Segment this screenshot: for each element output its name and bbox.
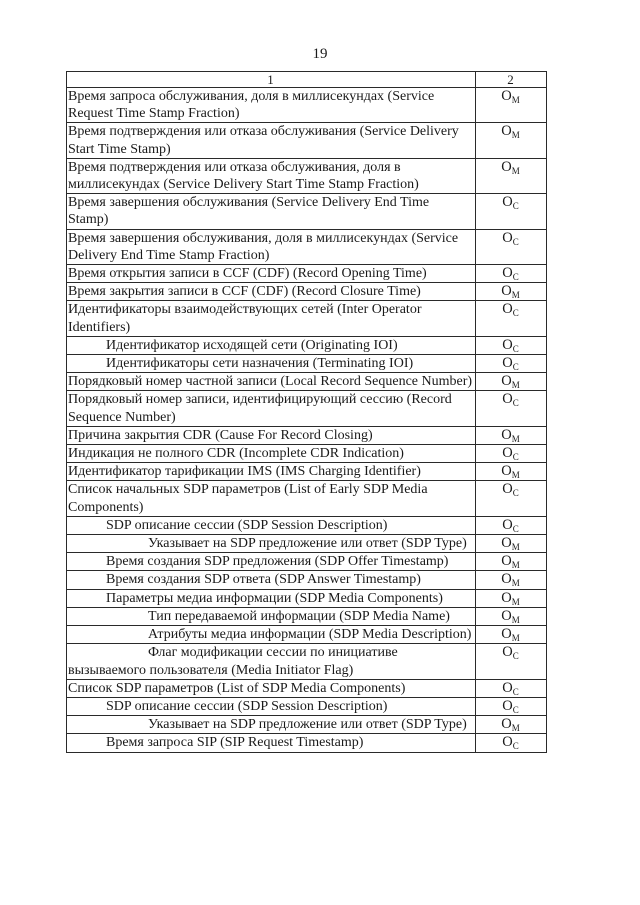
table-row <box>67 571 547 589</box>
category-letter: O <box>501 88 512 104</box>
category-cell <box>476 336 547 354</box>
category-subscript: M <box>511 95 520 105</box>
category-cell <box>476 373 547 391</box>
category-letter: O <box>501 716 512 733</box>
category-cell <box>476 481 547 516</box>
table-row <box>67 355 547 373</box>
parameter-name-cell: Указывает на SDP предложение или ответ (SDP Type) <box>67 716 476 734</box>
category-cell <box>476 607 547 625</box>
category-letter: O <box>502 355 513 372</box>
table-row <box>67 194 547 229</box>
table-row <box>67 679 547 697</box>
table-row <box>67 445 547 463</box>
category-subscript: C <box>512 452 519 463</box>
parameter-name-cell: SDP описание сессии (SDP Session Description) <box>67 697 476 715</box>
table-row <box>67 716 547 734</box>
category-cell <box>476 426 547 444</box>
category-subscript: M <box>511 723 520 734</box>
category-subscript: M <box>511 380 520 391</box>
category-cell <box>476 679 547 697</box>
category-cell <box>476 355 547 373</box>
category-subscript: M <box>511 578 520 589</box>
parameter-name-cell: Идентификаторы сети назначения (Terminating IOI) <box>67 355 476 373</box>
category-cell <box>476 716 547 734</box>
category-letter: O <box>501 589 512 606</box>
category-subscript: C <box>512 201 519 212</box>
category-letter: O <box>502 229 513 246</box>
category-cell <box>476 535 547 553</box>
category-cell <box>476 626 547 644</box>
category-subscript: C <box>512 651 519 662</box>
table-row <box>67 697 547 715</box>
parameter-name-cell: Время завершения обслуживания, доля в миллисекундах (Service Delivery End Time Stamp Fraction) <box>67 229 476 264</box>
category-cell <box>476 734 547 752</box>
category-cell <box>476 697 547 715</box>
category-subscript: M <box>511 596 520 607</box>
category-letter: O <box>502 301 513 318</box>
category-letter: O <box>502 194 513 211</box>
category-letter: O <box>501 426 512 443</box>
category-letter: O <box>501 607 512 624</box>
column-header-1: 1 <box>67 72 476 88</box>
parameter-name-cell: Идентификаторы взаимодействующих сетей (Inter Operator Identifiers) <box>67 301 476 336</box>
table-row <box>67 391 547 426</box>
table-row <box>67 283 547 301</box>
category-subscript: C <box>512 398 519 409</box>
table-row <box>67 481 547 516</box>
table-header-row <box>67 72 547 88</box>
parameter-name-cell: Время завершения обслуживания (Service Delivery End Time Stamp) <box>67 194 476 229</box>
parameter-name-cell: Указывает на SDP предложение или ответ (SDP Type) <box>67 535 476 553</box>
table-row <box>67 516 547 534</box>
category-cell <box>476 571 547 589</box>
category-cell <box>476 463 547 481</box>
category-subscript: M <box>511 470 520 481</box>
category-subscript: C <box>512 343 519 354</box>
category-letter: O <box>501 283 512 300</box>
table-row <box>67 626 547 644</box>
table-row <box>67 229 547 264</box>
category-letter: O <box>501 553 512 570</box>
parameter-name-cell: Время создания SDP предложения (SDP Offer Timestamp) <box>67 553 476 571</box>
table-row <box>67 589 547 607</box>
category-subscript: C <box>512 272 519 283</box>
parameter-name-cell: Атрибуты медиа информации (SDP Media Description) <box>67 626 476 644</box>
category-letter: O <box>501 571 512 588</box>
category-letter: O <box>502 644 513 661</box>
category-subscript: M <box>511 165 520 176</box>
page-number: 19 <box>312 46 328 62</box>
category-letter: O <box>502 697 513 714</box>
category-cell <box>476 553 547 571</box>
parameter-name-cell: Порядковый номер частной записи (Local Record Sequence Number) <box>67 373 476 391</box>
category-cell <box>476 88 547 123</box>
category-letter: O <box>501 123 512 140</box>
category-subscript: M <box>511 290 520 301</box>
parameter-name-cell: Индикация не полного CDR (Incomplete CDR Indication) <box>67 445 476 463</box>
category-subscript: M <box>511 433 520 444</box>
parameter-name-cell: Тип передаваемой информации (SDP Media Name) <box>67 607 476 625</box>
category-letter: O <box>501 535 512 552</box>
parameter-name-cell: Время подтверждения или отказа обслуживания (Service Delivery Start Time Stamp) <box>67 123 476 158</box>
category-subscript: C <box>512 308 519 319</box>
category-letter: O <box>502 734 513 751</box>
category-letter: O <box>501 463 512 480</box>
parameter-name-cell: Флаг модификации сессии по инициативе вызываемого пользователя (Media Initiator Flag) <box>67 644 476 679</box>
column-header-2: 2 <box>476 72 547 88</box>
category-cell <box>476 301 547 336</box>
category-cell <box>476 391 547 426</box>
category-cell <box>476 123 547 158</box>
category-subscript: M <box>511 614 520 625</box>
parameter-name-cell: Список начальных SDP параметров (List of Early SDP Media Components) <box>67 481 476 516</box>
parameter-name-cell: Время создания SDP ответа (SDP Answer Timestamp) <box>67 571 476 589</box>
table-row <box>67 123 547 158</box>
category-letter: O <box>502 481 513 498</box>
table-row <box>67 553 547 571</box>
table-row <box>67 644 547 679</box>
category-cell <box>476 283 547 301</box>
parameter-name-cell: Список SDP параметров (List of SDP Media Components) <box>67 679 476 697</box>
category-subscript: C <box>512 362 519 373</box>
parameter-name-cell: Параметры медиа информации (SDP Media Components) <box>67 589 476 607</box>
parameter-name-cell: Время запроса обслуживания, доля в миллисекундах (Service Request Time Stamp Fraction) <box>67 88 476 123</box>
category-cell <box>476 265 547 283</box>
category-cell <box>476 158 547 193</box>
category-subscript: C <box>512 741 519 752</box>
category-cell <box>476 589 547 607</box>
table-row <box>67 607 547 625</box>
category-cell <box>476 644 547 679</box>
table-row <box>67 373 547 391</box>
category-subscript: C <box>512 488 519 499</box>
category-letter: O <box>502 516 513 533</box>
category-cell <box>476 194 547 229</box>
parameter-name-cell: Время запроса SIP (SIP Request Timestamp) <box>67 734 476 752</box>
category-cell <box>476 516 547 534</box>
parameter-name-cell: SDP описание сессии (SDP Session Description) <box>67 516 476 534</box>
category-subscript: C <box>512 704 519 715</box>
parameter-name-cell: Время закрытия записи в CCF (CDF) (Record Closure Time) <box>67 283 476 301</box>
category-letter: O <box>502 391 513 408</box>
category-subscript: M <box>511 130 520 141</box>
table-row <box>67 265 547 283</box>
parameter-name-cell: Порядковый номер записи, идентифицирующий сессию (Record Sequence Number) <box>67 391 476 426</box>
table-row <box>67 88 547 123</box>
category-subscript: M <box>511 633 520 644</box>
parameter-name-cell: Идентификатор исходящей сети (Originating IOI) <box>67 336 476 354</box>
category-letter: O <box>502 336 513 353</box>
category-subscript: M <box>511 560 520 571</box>
category-subscript: C <box>512 236 519 247</box>
category-letter: O <box>502 265 513 282</box>
parameter-name-cell: Причина закрытия CDR (Cause For Record Closing) <box>67 426 476 444</box>
table-row <box>67 535 547 553</box>
table-row <box>67 426 547 444</box>
category-letter: O <box>502 679 513 696</box>
specification-table <box>66 71 547 753</box>
category-subscript: M <box>511 542 520 553</box>
parameter-name-cell: Время открытия записи в CCF (CDF) (Record Opening Time) <box>67 265 476 283</box>
category-letter: O <box>501 626 512 643</box>
table-row <box>67 463 547 481</box>
parameter-name-cell: Время подтверждения или отказа обслуживания, доля в миллисекундах (Service Delivery Start Time Stamp Fraction) <box>67 158 476 193</box>
category-cell <box>476 229 547 264</box>
category-subscript: C <box>512 686 519 697</box>
category-letter: O <box>501 158 512 175</box>
table-body <box>67 88 547 753</box>
table-row <box>67 158 547 193</box>
category-letter: O <box>501 373 512 390</box>
table-row <box>67 301 547 336</box>
category-cell <box>476 445 547 463</box>
category-letter: O <box>502 445 513 462</box>
table-row <box>67 336 547 354</box>
table-row <box>67 734 547 752</box>
parameter-name-cell: Идентификатор тарификации IMS (IMS Charging Identifier) <box>67 463 476 481</box>
category-subscript: C <box>512 523 519 534</box>
